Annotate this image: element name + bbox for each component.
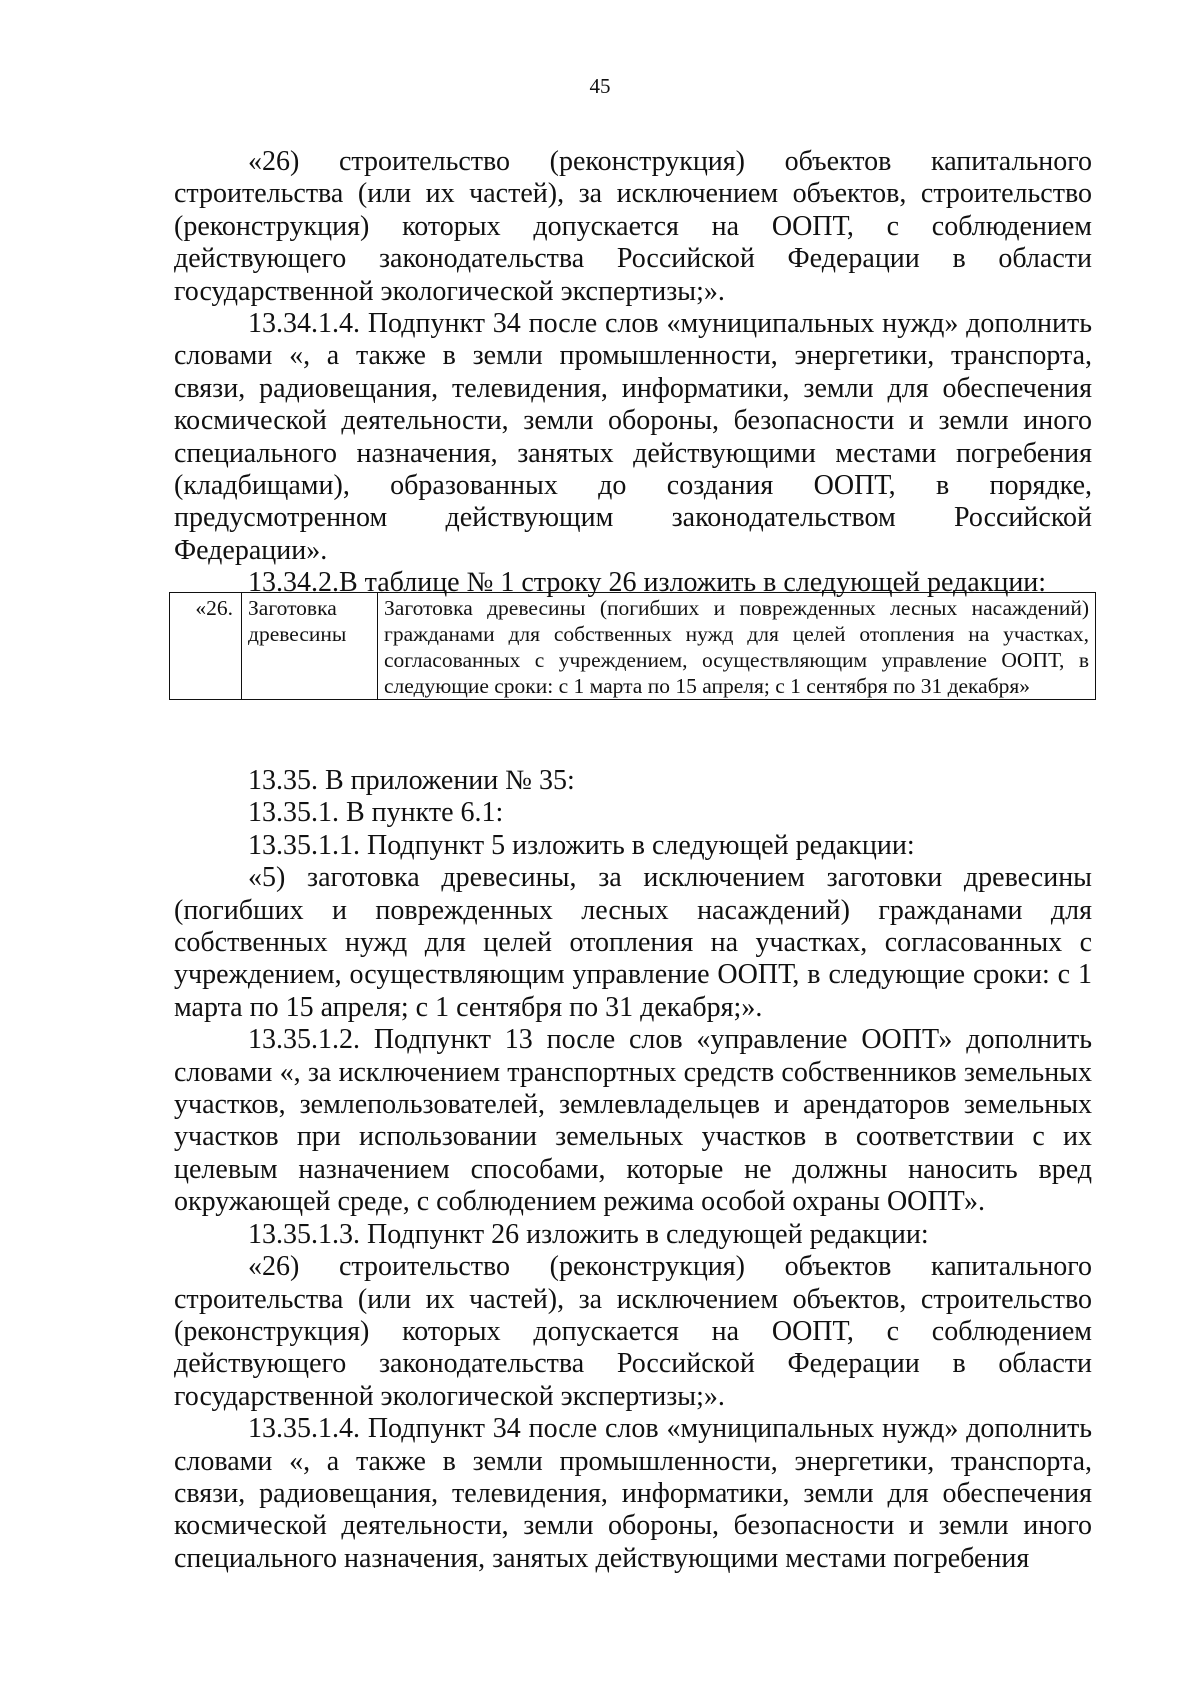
page-number: 45 — [589, 74, 611, 98]
table-cell-description: Заготовка древесины (погибших и поврежденных лесных насаждений) гражданами для собственных нужд для целей отопления на участках, согласованных с учреждением, осуществляющим управление ООПТ, в следующие сроки: с 1 марта по 15 апреля; с 1 сентября по 31 декабря» — [378, 593, 1096, 700]
amendment-table — [169, 592, 1096, 700]
paragraph-13-35: 13.35. В приложении № 35: — [248, 765, 575, 796]
table-cell-name: Заготовка древесины — [242, 593, 378, 700]
paragraph-13-35-1-3: 13.35.1.3. Подпункт 26 изложить в следующей редакции: — [248, 1218, 929, 1250]
document-body-top — [174, 146, 1092, 600]
paragraph-13-35-1-2: 13.35.1.2. Подпункт 13 после слов «управление ООПТ» дополнить словами «, за исключением транспортных средств собственников земельных участков, землепользователей, землевладельцев и арендаторов земельных участков при использовании земельных участков в соответствии с их целевым назначением способами, которые не должны наносить вред окружающей среде, с соблюдением режима особой охраны ООПТ». — [174, 1024, 1092, 1218]
paragraph-subclause-26-quote: «26) строительство (реконструкция) объектов капитального строительства (или их частей), за исключением объектов, строительство (реконструкция) которых допускается на ООПТ, с соблюдением действующего законодательства Российской Федерации в области государственной экологической экспертизы;». — [174, 146, 1092, 307]
document-body-bottom — [174, 765, 1092, 1575]
table-cell-number: «26. — [170, 593, 242, 700]
paragraph-13-34-1-4: 13.34.1.4. Подпункт 34 после слов «муниципальных нужд» дополнить словами «, а также в земли промышленности, энергетики, транспорта, связи, радиовещания, телевидения, информатики, земли для обеспечения космической деятельности, земли обороны, безопасности и земли иного специального назначения, занятых действующими местами погребения (кладбищами), образованных до создания ООПТ, в порядке, предусмотренном действующим законодательством Российской Федерации». — [174, 308, 1092, 566]
paragraph-13-35-1-1: 13.35.1.1. Подпункт 5 изложить в следующей редакции: — [248, 829, 915, 861]
paragraph-13-34-2: 13.34.2.В таблице № 1 строку 26 изложить в следующей редакции: — [248, 567, 1047, 599]
paragraph-13-35-1-4: 13.35.1.4. Подпункт 34 после слов «муниципальных нужд» дополнить словами «, а также в земли промышленности, энергетики, транспорта, связи, радиовещания, телевидения, информатики, земли для обеспечения космической деятельности, земли обороны, безопасности и земли иного специального назначения, занятых действующими местами погребения — [174, 1413, 1092, 1574]
paragraph-subclause-5-quote: «5) заготовка древесины, за исключением заготовки древесины (погибших и поврежденных лесных насаждений) гражданами для собственных нужд для целей отопления на участках, согласованных с учреждением, осуществляющим управление ООПТ, в следующие сроки: с 1 марта по 15 апреля; с 1 сентября по 31 декабря;». — [174, 862, 1092, 1023]
paragraph-subclause-26-quote-2: «26) строительство (реконструкция) объектов капитального строительства (или их частей), за исключением объектов, строительство (реконструкция) которых допускается на ООПТ, с соблюдением действующего законодательства Российской Федерации в области государственной экологической экспертизы;». — [174, 1251, 1092, 1412]
paragraph-13-35-1: 13.35.1. В пункте 6.1: — [248, 797, 504, 829]
table-row — [170, 593, 1096, 700]
